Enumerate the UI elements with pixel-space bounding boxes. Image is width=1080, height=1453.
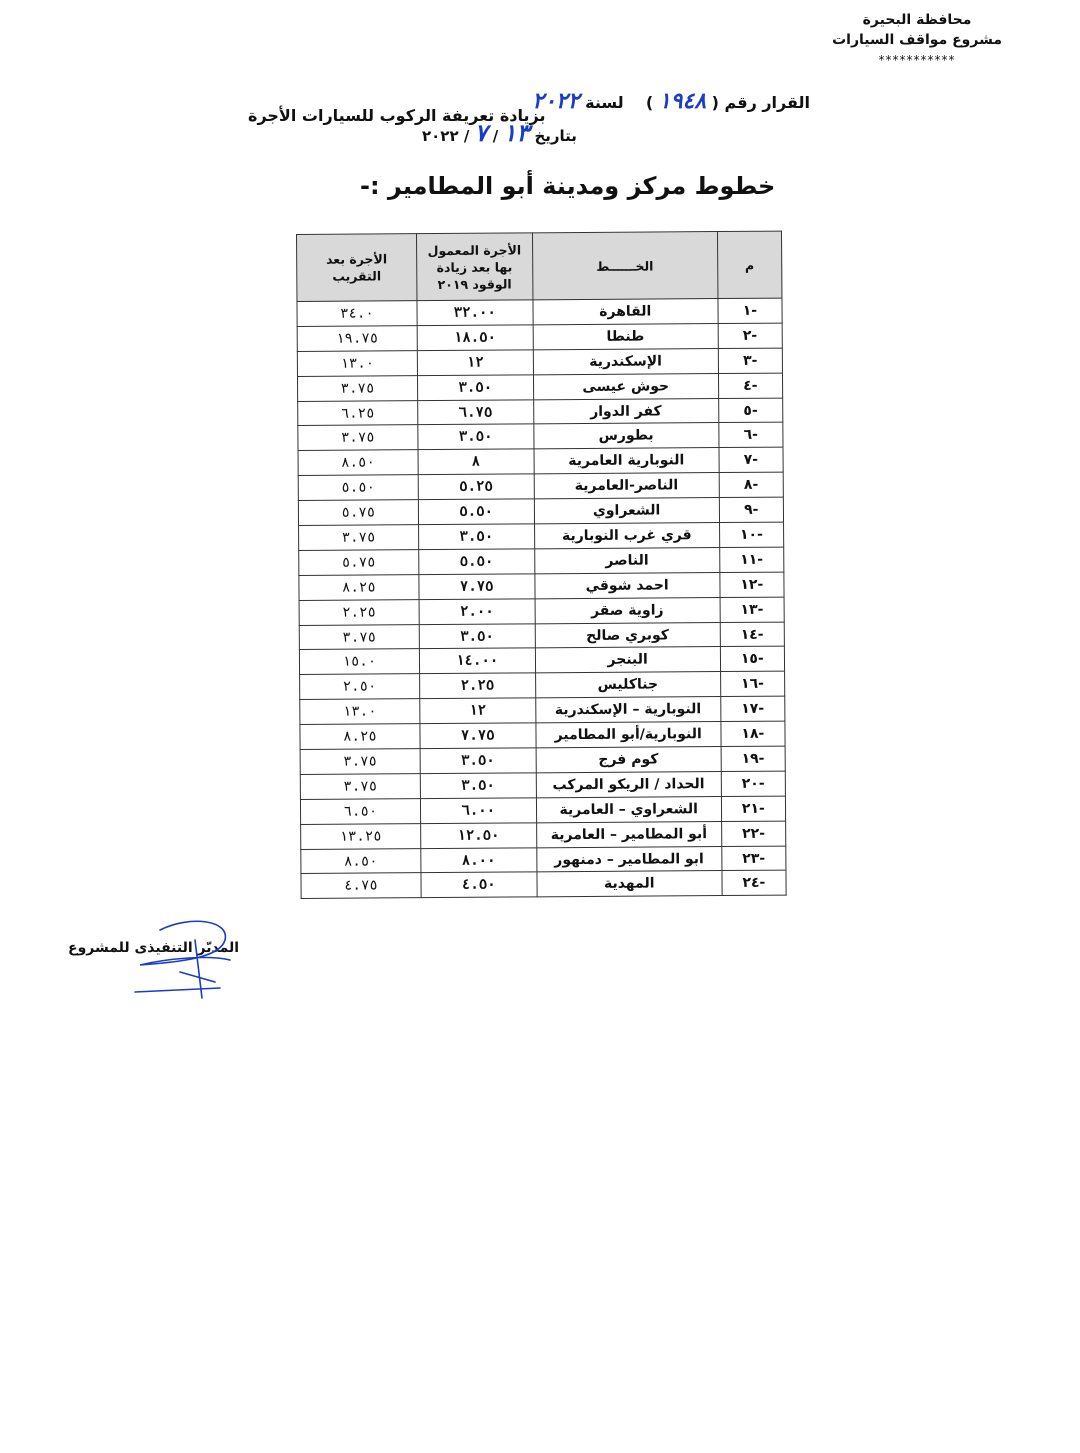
header-line: الخــــــط [532, 232, 717, 300]
row-fare: ٨ [418, 449, 534, 475]
project-name: مشروع مواقف السيارات [832, 32, 1002, 48]
table-row [297, 323, 782, 351]
row-fare: ٤.٥٠ [421, 872, 537, 898]
table-row [301, 846, 786, 874]
row-line: كوم فرج [536, 747, 721, 773]
row-fare: ٧.٧٥ [419, 574, 535, 600]
row-line: بطورس [534, 423, 719, 449]
row-fare: ٣.٥٠ [417, 375, 533, 401]
row-fare: ٣.٥٠ [418, 424, 534, 450]
row-num: -٣ [718, 348, 783, 373]
row-fare-rounded: ٣.٧٥ [299, 525, 419, 551]
table-row [299, 597, 784, 625]
row-num: -١٣ [720, 597, 785, 622]
decision-label: القرار رقم ( [711, 93, 810, 112]
row-line: طنطا [533, 323, 718, 349]
table-row [298, 398, 783, 426]
row-line: الحداد / الريكو المركب [536, 771, 721, 797]
row-fare: ٥.٥٠ [418, 499, 534, 525]
row-num: -١ [718, 298, 783, 323]
row-fare-rounded: ٨.٢٥ [299, 574, 419, 600]
row-fare: ٣٢.٠٠ [417, 300, 533, 326]
row-fare-rounded: ٦.٢٥ [298, 400, 418, 426]
row-num: -١٥ [720, 647, 785, 672]
row-fare-rounded: ٢.٥٠ [300, 674, 420, 700]
row-line: قري غرب النوبارية [534, 523, 719, 549]
row-num: -٧ [719, 447, 784, 472]
row-fare-rounded: ٤.٧٥ [301, 873, 421, 899]
row-fare-rounded: ١٥.٠ [299, 649, 419, 675]
signatory-title: المديّر التنفيذى للمشروع [68, 940, 240, 956]
table-row [297, 348, 782, 376]
row-fare-rounded: ٣.٧٥ [300, 774, 420, 800]
row-fare-rounded: ٣٤.٠ [297, 301, 417, 327]
row-fare: ٣.٥٠ [418, 524, 534, 550]
row-fare: ١٨.٥٠ [417, 325, 533, 351]
date-label: بتاريخ [534, 127, 577, 145]
row-line: كوبري صالح [535, 622, 720, 648]
row-fare-rounded: ٥.٥٠ [298, 475, 418, 501]
governorate-name: محافظة البحيرة [862, 12, 972, 28]
row-line: الشعراوي – العامرية [536, 796, 721, 822]
date-day: ١٣ [503, 118, 530, 147]
row-fare: ٥.٢٥ [418, 474, 534, 500]
date-month: ٧ [474, 118, 488, 147]
table-row [300, 721, 785, 749]
header-fare-rounded: الأجرة بعد التقريب [297, 234, 417, 302]
row-num: -٦ [718, 423, 783, 448]
row-fare: ١٢ [417, 350, 533, 376]
row-fare-rounded: ٣.٧٥ [298, 425, 418, 451]
organization-header [832, 10, 1002, 70]
row-fare-rounded: ٨.٥٠ [301, 848, 421, 874]
table-row [297, 298, 782, 326]
row-fare-rounded: ١٣.٢٥ [301, 823, 421, 849]
row-num: -١٧ [720, 696, 785, 721]
row-fare: ٨.٠٠ [421, 847, 537, 873]
table-row [301, 821, 786, 849]
row-fare: ٢.٠٠ [419, 599, 535, 625]
row-num: -٨ [719, 472, 784, 497]
row-fare-rounded: ١٩.٧٥ [297, 326, 417, 352]
row-fare: ١٢.٥٠ [420, 823, 536, 849]
decision-number: ١٩٤٨ [658, 88, 707, 114]
row-num: -٢١ [721, 796, 786, 821]
row-line: النوبارية – الإسكندرية [535, 697, 720, 723]
table-row [300, 796, 785, 824]
decision-year: ٢٠٢٢ [532, 88, 580, 114]
row-fare-rounded: ١٣.٠ [297, 350, 417, 376]
fares-table [296, 231, 787, 900]
date-sep-1: / [492, 127, 499, 145]
table-row [297, 373, 782, 401]
row-fare-rounded: ٣.٧٥ [299, 624, 419, 650]
table-row [300, 696, 785, 724]
row-line: الإسكندرية [533, 348, 718, 374]
row-fare-rounded: ٥.٧٥ [299, 550, 419, 576]
row-line: زاوية صقر [535, 597, 720, 623]
date-sep-2: / [463, 127, 470, 145]
row-num: -٢٤ [722, 871, 787, 896]
table-row [298, 423, 783, 451]
row-fare-rounded: ٢.٢٥ [299, 599, 419, 625]
row-fare: ٣.٥٠ [419, 623, 535, 649]
row-fare-rounded: ٨.٢٥ [300, 724, 420, 750]
table-row [300, 746, 785, 774]
page-title: خطوط مركز ومدينة أبو المطامير :- [360, 172, 776, 200]
row-line: حوش عيسى [533, 373, 718, 399]
row-fare-rounded: ٨.٥٠ [298, 450, 418, 476]
row-fare-rounded: ٦.٥٠ [300, 798, 420, 824]
row-num: -١٦ [720, 671, 785, 696]
table-row [298, 447, 783, 475]
decision-subject: بزيادة تعريفة الركوب للسيارات الأجرة [248, 106, 546, 125]
signature-mark [120, 910, 250, 1010]
decision-close-paren: ) [645, 93, 654, 112]
row-num: -١١ [719, 547, 784, 572]
row-fare: ٧.٧٥ [420, 723, 536, 749]
row-num: -٥ [718, 398, 783, 423]
row-num: -١٢ [720, 572, 785, 597]
row-fare: ٢.٢٥ [419, 673, 535, 699]
row-line: المهدية [537, 871, 722, 897]
row-line: النوبارية العامرية [534, 448, 719, 474]
header-fare-current: الأجرة المعمول بها بعد زيادة الوقود ٢٠١٩ [416, 233, 532, 301]
row-line: جناكليس [535, 672, 720, 698]
table-row [299, 647, 784, 675]
row-fare: ٦.٠٠ [420, 798, 536, 824]
row-fare: ٦.٧٥ [417, 399, 533, 425]
row-line: القاهرة [533, 299, 718, 325]
table-row [300, 671, 785, 699]
row-line: النوبارية/أبو المطامير [536, 722, 721, 748]
row-num: -١٨ [721, 721, 786, 746]
row-fare-rounded: ٣.٧٥ [297, 375, 417, 401]
row-line: كفر الدوار [533, 398, 718, 424]
decision-date [422, 118, 577, 147]
table-row [299, 572, 784, 600]
table-row [298, 497, 783, 525]
row-fare: ١٢ [420, 698, 536, 724]
table-header-row [297, 231, 782, 301]
row-num: -٤ [718, 373, 783, 398]
header-num: م [717, 231, 782, 298]
table-row [298, 472, 783, 500]
row-line: الناصر-العامرية [534, 473, 719, 499]
table-row [301, 871, 786, 899]
row-num: -٢ [718, 323, 783, 348]
row-num: -٢٢ [721, 821, 786, 846]
table-row [299, 547, 784, 575]
row-fare: ١٤.٠٠ [419, 648, 535, 674]
row-fare-rounded: ١٣.٠ [300, 699, 420, 725]
decision-year-label: لسنة [585, 93, 624, 112]
table-row [299, 622, 784, 650]
row-num: -١٠ [719, 522, 784, 547]
row-line: الناصر [534, 547, 719, 573]
date-year: ٢٠٢٢ [422, 127, 459, 145]
table-row [299, 522, 784, 550]
row-line: البنجر [535, 647, 720, 673]
row-num: -٢٠ [721, 771, 786, 796]
row-line: احمد شوقي [535, 572, 720, 598]
row-fare-rounded: ٣.٧٥ [300, 749, 420, 775]
header-stars: *********** [878, 53, 956, 67]
row-line: ابو المطامير – دمنهور [536, 846, 721, 872]
row-line: أبو المطامير – العامرية [536, 821, 721, 847]
row-num: -١٩ [721, 746, 786, 771]
row-fare: ٥.٥٠ [419, 549, 535, 575]
table-row [300, 771, 785, 799]
row-num: -١٤ [720, 622, 785, 647]
row-fare: ٣.٥٠ [420, 773, 536, 799]
row-num: -٩ [719, 497, 784, 522]
row-line: الشعراوي [534, 498, 719, 524]
row-num: -٢٣ [721, 846, 786, 871]
row-fare-rounded: ٥.٧٥ [298, 500, 418, 526]
row-fare: ٣.٥٠ [420, 748, 536, 774]
